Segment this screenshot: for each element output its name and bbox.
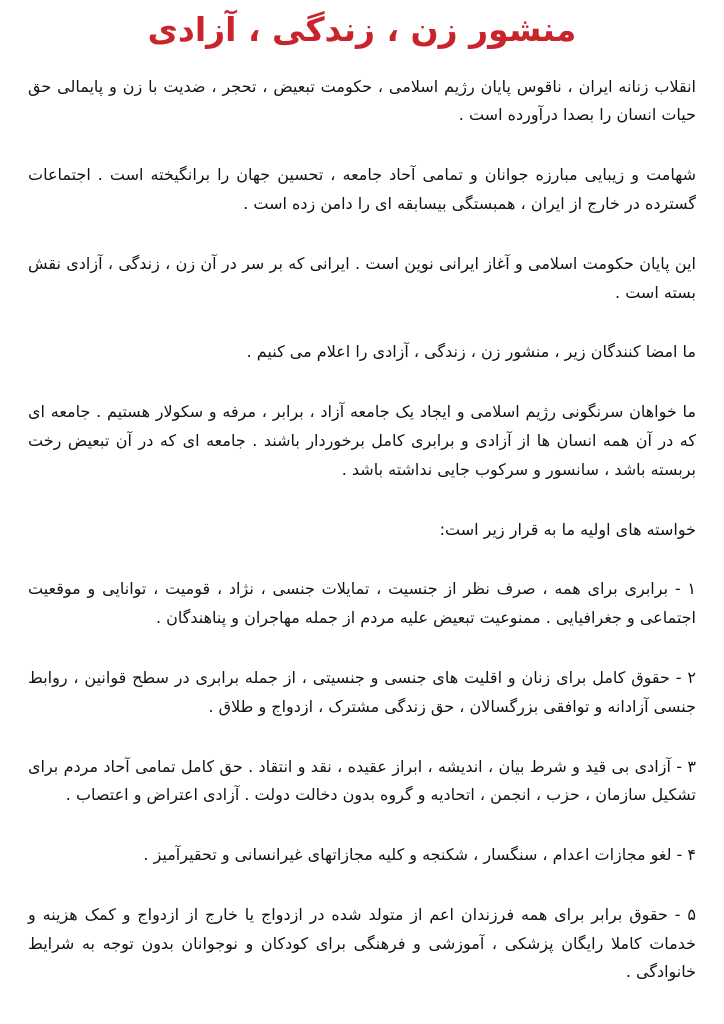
demand-item-3: ۳ - آزادی بی قید و شرط بیان ، اندیشه ، ابراز عقیده ، نقد و انتقاد . حق کامل تمامی آحاد مردم برای تشکیل سازمان ، حزب ، انجمن ، اتحادیه و گروه بدون دخالت دولت . آزادی اعتراض و اعتصاب . (28, 756, 696, 805)
demand-item-1: ۱ - برابری برای همه ، صرف نظر از جنسیت ، تمایلات جنسی ، نژاد ، قومیت ، توانایی و موقعیت اجتماعی و جغرافیایی . ممنوعیت تبعیض علیه مردم از جمله مهاجران و پناهندگان . (28, 579, 696, 628)
intro-paragraph-1: انقلاب زنانه ایران ، ناقوس پایان رژیم اسلامی ، حکومت تبعیض ، تحجر ، ضدیت با زن و پایمالی حق حیات انسان را بصدا درآورده است . (28, 76, 696, 125)
demand-item-4: ۴ - لغو مجازات اعدام ، سنگسار ، شکنجه و کلیه مجازاتهای غیرانسانی و تحقیرآمیز . (143, 845, 696, 865)
document-title: منشور زن ، زندگی ، آزادی (147, 10, 577, 49)
demands-heading: خواسته های اولیه ما به قرار زیر است: (439, 519, 696, 539)
goals-paragraph: ما خواهان سرنگونی رژیم اسلامی و ایجاد یک جامعه آزاد ، برابر ، مرفه و سکولار هستیم . جامعه ای که در آن همه انسان ها از آزادی و برابری کامل برخوردار باشند . جامعه ای که در آن تبعیض رخت بربسته باشد ، سانسور و سرکوب جایی نداشته باشد . (28, 402, 696, 479)
demand-item-2: ۲ - حقوق کامل برای زنان و اقلیت های جنسی و جنسیتی ، از جمله برابری در سطح قوانین ، روابط جنسی آزادانه و توافقی بزرگسالان ، حق زندگی مشترک ، ازدواج و طلاق . (28, 667, 696, 716)
intro-paragraph-3: این پایان حکومت اسلامی و آغاز ایرانی نوین است . ایرانی که بر سر در آن زن ، زندگی ، آزادی نقش بسته است . (28, 253, 696, 302)
intro-paragraph-2: شهامت و زیبایی مبارزه جوانان و تمامی آحاد جامعه ، تحسین جهان را برانگیخته است . اجتماعات گسترده در خارج از ایران ، همبستگی بیسابقه ای را دامن زده است . (28, 165, 696, 213)
declaration-paragraph: ما امضا کنندگان زیر ، منشور زن ، زندگی ، آزادی را اعلام می کنیم . (246, 342, 696, 362)
demand-item-5: ۵ - حقوق برابر برای همه فرزندان اعم از متولد شده در ازدواج یا خارج از ازدواج و کمک هزینه و خدمات کاملا رایگان پزشکی ، آموزشی و فرهنگی برای کودکان و نوجوانان بدون توجه به شرایط خانوادگی . (28, 904, 696, 982)
